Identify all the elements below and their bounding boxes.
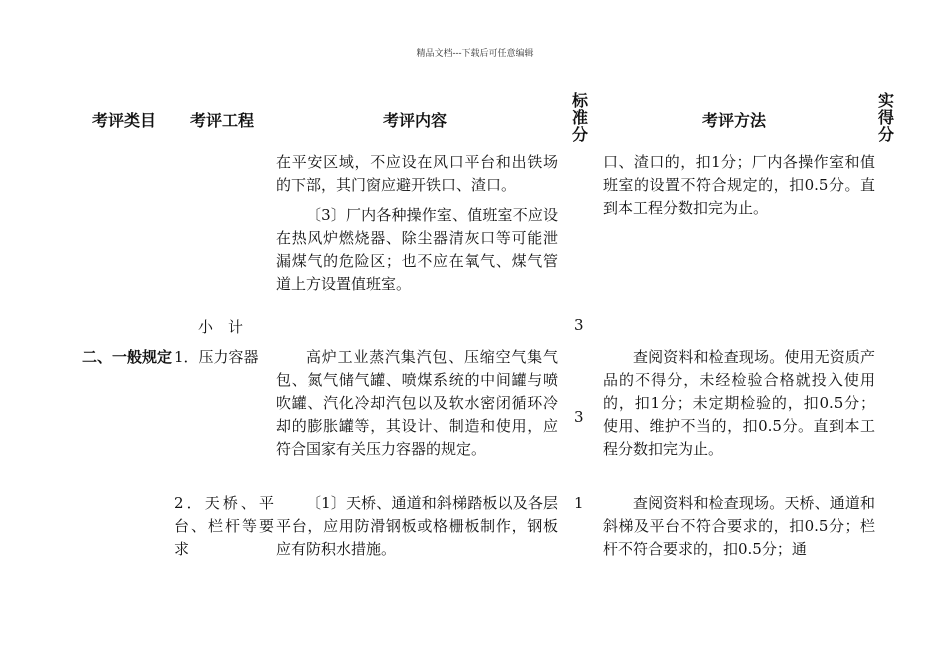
header-standard-score-char: 分 bbox=[571, 125, 588, 144]
header-content: 考评内容 bbox=[383, 111, 448, 130]
header-actual-score bbox=[877, 92, 895, 143]
row2-project: 2．天桥、平台、栏杆等要求 bbox=[174, 494, 274, 558]
row0-content-p1: 在平安区域，不应设在风口平台和出铁场的下部，其门窗应避开铁口、渣口。 bbox=[276, 153, 558, 194]
row2-content: 〔1〕天桥、通道和斜梯踏板以及各层平台，应用防滑钢板或格栅板制作，钢板应有防积水措施。 bbox=[276, 494, 558, 558]
row0-content-p2: 〔3〕厂内各种操作室、值班室不应设在热风炉燃烧器、除尘器清灰口等可能泄漏煤气的危险区；也不应在氧气、煤气管道上方设置值班室。 bbox=[276, 206, 558, 293]
header-actual-score-char: 得 bbox=[877, 108, 894, 127]
header-actual-score-char: 分 bbox=[877, 125, 894, 144]
header-actual-score-char: 实 bbox=[877, 91, 894, 110]
subtotal-label: 小 计 bbox=[198, 318, 244, 336]
subtotal-score: 3 bbox=[574, 316, 584, 334]
header-standard-score-char: 标 bbox=[571, 91, 588, 110]
row2-method: 查阅资料和检查现场。天桥、通道和斜梯及平台不符合要求的，扣0.5分；栏杆不符合要求的，扣0.5分；通 bbox=[603, 494, 875, 558]
row1-project: 1．压力容器 bbox=[174, 348, 259, 366]
row1-score: 3 bbox=[574, 408, 584, 426]
watermark-text: 精品文档---下载后可任意编辑 bbox=[416, 49, 534, 59]
header-project: 考评工程 bbox=[190, 111, 255, 130]
header-standard-score-char: 准 bbox=[571, 108, 588, 127]
header-standard-score bbox=[571, 92, 589, 143]
row1-content: 高炉工业蒸汽集汽包、压缩空气集气包、氮气储气罐、喷煤系统的中间罐与喷吹罐、汽化冷却汽包以及软水密闭循环冷却的膨胀罐等，其设计、制造和使用，应符合国家有关压力容器的规定。 bbox=[276, 348, 558, 458]
row0-method: 口、渣口的，扣1分；厂内各操作室和值班室的设置不符合规定的，扣0.5分。直到本工程分数扣完为止。 bbox=[603, 153, 875, 217]
row1-method: 查阅资料和检查现场。使用无资质产品的不得分，未经检验合格就投入使用的，扣1分；未定期检验的，扣0.5分；使用、维护不当的，扣0.5分。直到本工程分数扣完为止。 bbox=[603, 348, 875, 458]
header-method: 考评方法 bbox=[702, 111, 767, 130]
row2-score: 1 bbox=[574, 494, 584, 512]
row1-category: 二、一般规定 bbox=[82, 348, 173, 366]
header-category: 考评类目 bbox=[92, 111, 157, 130]
